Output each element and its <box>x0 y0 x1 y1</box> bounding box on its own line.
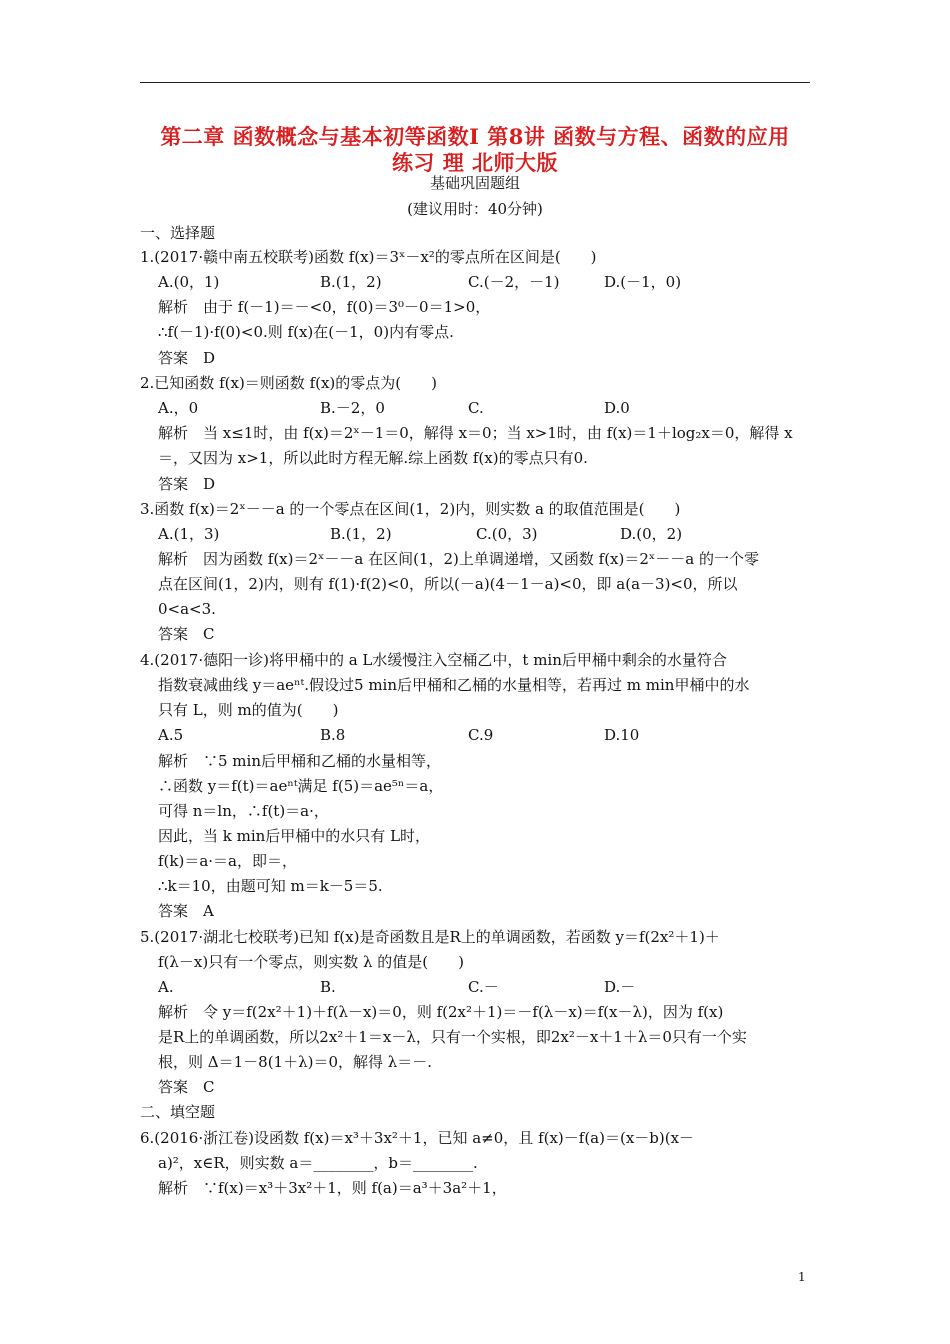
question-6-analysis-1: 解析 ∵f(x)＝x³＋3x²＋1，则 f(a)＝a³＋3a²＋1， <box>158 1179 507 1197</box>
question-3-option-b: B.(1，2) <box>330 525 392 543</box>
question-3-analysis-3: 0<a<3. <box>158 600 216 618</box>
question-2-option-a: A.，0 <box>158 399 199 417</box>
question-1-option-a: A.(0，1) <box>158 273 220 291</box>
question-4-analysis-2: ∴函数 y＝f(t)＝aeⁿᵗ满足 f(5)＝ae⁵ⁿ＝a， <box>158 777 444 795</box>
header-rule <box>140 82 810 83</box>
question-2-option-c: C. <box>468 399 484 417</box>
question-4-answer: 答案 A <box>158 902 214 920</box>
question-1-option-b: B.(1，2) <box>320 273 382 291</box>
question-4-analysis-4: 因此，当 k min后甲桶中的水只有 L时， <box>158 827 431 845</box>
question-6-stem-1: 6.(2016·浙江卷)设函数 f(x)＝x³＋3x²＋1，已知 a≠0，且 f(x)－f(a)＝(x－b)(x－ <box>140 1129 695 1147</box>
question-4-option-c: C.9 <box>468 726 494 744</box>
question-4-stem-2: 指数衰减曲线 y＝aeⁿᵗ.假设过5 min后甲桶和乙桶的水量相等，若再过 m min甲桶中的水 <box>158 676 750 694</box>
question-3-analysis-1: 解析 因为函数 f(x)＝2ˣ－－a 在区间(1，2)上单调递增，又函数 f(x)＝2ˣ－－a 的一个零 <box>158 550 759 568</box>
section-heading-choice: 一、选择题 <box>140 224 216 242</box>
question-5-option-b: B. <box>320 978 336 996</box>
page-number: 1 <box>798 1270 806 1284</box>
time-note: (建议用时：40分钟) <box>407 200 543 218</box>
section-heading-fill: 二、填空题 <box>140 1103 216 1121</box>
question-4-analysis-5: f(k)＝a·＝a，即＝， <box>158 852 297 870</box>
question-3-stem: 3.函数 f(x)＝2ˣ－－a 的一个零点在区间(1，2)内，则实数 a 的取值范围是( ) <box>140 500 681 518</box>
question-5-analysis-3: 根，则 Δ＝1－8(1＋λ)＝0，解得 λ＝－. <box>158 1053 433 1071</box>
question-4-option-a: A.5 <box>158 726 184 744</box>
question-6-stem-2: a)²，x∈R，则实数 a＝________，b＝________. <box>158 1154 478 1172</box>
question-5-answer: 答案 C <box>158 1078 215 1096</box>
question-5-option-a: A. <box>158 978 174 996</box>
question-1-analysis-2: ∴f(－1)·f(0)<0.则 f(x)在(－1，0)内有零点. <box>158 323 454 341</box>
question-5-stem-2: f(λ－x)只有一个零点，则实数 λ 的值是( ) <box>158 953 464 971</box>
question-2-option-b: B.－2，0 <box>320 399 385 417</box>
question-5-option-d: D.－ <box>604 978 636 996</box>
question-2-stem: 2.已知函数 f(x)＝则函数 f(x)的零点为( ) <box>140 374 437 392</box>
question-1-analysis-1: 解析 由于 f(－1)＝－<0，f(0)＝3⁰－0＝1>0， <box>158 298 491 316</box>
question-1-option-c: C.(－2，－1) <box>468 273 560 291</box>
subtitle: 基础巩固题组 <box>429 174 520 192</box>
question-5-option-c: C.－ <box>468 978 499 996</box>
question-4-stem-3: 只有 L，则 m的值为( ) <box>158 701 339 719</box>
question-2-analysis-1: 解析 当 x≤1时，由 f(x)＝2ˣ－1＝0，解得 x＝0；当 x>1时，由 f(x)＝1＋log₂x＝0，解得 x <box>158 424 793 442</box>
question-5-stem-1: 5.(2017·湖北七校联考)已知 f(x)是奇函数且是R上的单调函数，若函数 y＝f(2x²＋1)＋ <box>140 928 720 946</box>
document-title-line2: 练习 理 北师大版 <box>391 150 559 175</box>
question-5-analysis-2: 是R上的单调函数，所以2x²＋1＝x－λ，只有一个实根，即2x²－x＋1＋λ＝0只有一个实 <box>158 1028 747 1046</box>
question-4-option-d: D.10 <box>604 726 640 744</box>
question-1-answer: 答案 D <box>158 349 216 367</box>
question-5-analysis-1: 解析 令 y＝f(2x²＋1)＋f(λ－x)＝0，则 f(2x²＋1)＝－f(λ－x)＝f(x－λ)，因为 f(x) <box>158 1003 724 1021</box>
question-3-option-a: A.(1，3) <box>158 525 220 543</box>
question-1-stem: 1.(2017·赣中南五校联考)函数 f(x)＝3ˣ－x²的零点所在区间是( ) <box>140 248 597 266</box>
question-4-analysis-6: ∴k＝10，由题可知 m＝k－5＝5. <box>158 877 383 895</box>
document-title-line1: 第二章 函数概念与基本初等函数Ⅰ 第8讲 函数与方程、函数的应用 <box>160 124 790 149</box>
question-4-analysis-1: 解析 ∵5 min后甲桶和乙桶的水量相等， <box>158 752 441 770</box>
question-3-analysis-2: 点在区间(1，2)内，则有 f(1)·f(2)<0，所以(－a)(4－1－a)<0，即 a(a－3)<0，所以 <box>158 575 738 593</box>
question-2-option-d: D.0 <box>604 399 630 417</box>
question-4-stem-1: 4.(2017·德阳一诊)将甲桶中的 a L水缓慢注入空桶乙中，t min后甲桶中剩余的水量符合 <box>140 651 727 669</box>
question-4-option-b: B.8 <box>320 726 346 744</box>
question-1-option-d: D.(－1，0) <box>604 273 682 291</box>
question-3-answer: 答案 C <box>158 625 215 643</box>
question-2-analysis-2: ＝，又因为 x>1，所以此时方程无解.综上函数 f(x)的零点只有0. <box>158 449 588 467</box>
question-2-answer: 答案 D <box>158 475 216 493</box>
question-3-option-c: C.(0，3) <box>476 525 538 543</box>
question-3-option-d: D.(0，2) <box>620 525 683 543</box>
question-4-analysis-3: 可得 n＝ln，∴f(t)＝a·， <box>158 802 329 820</box>
